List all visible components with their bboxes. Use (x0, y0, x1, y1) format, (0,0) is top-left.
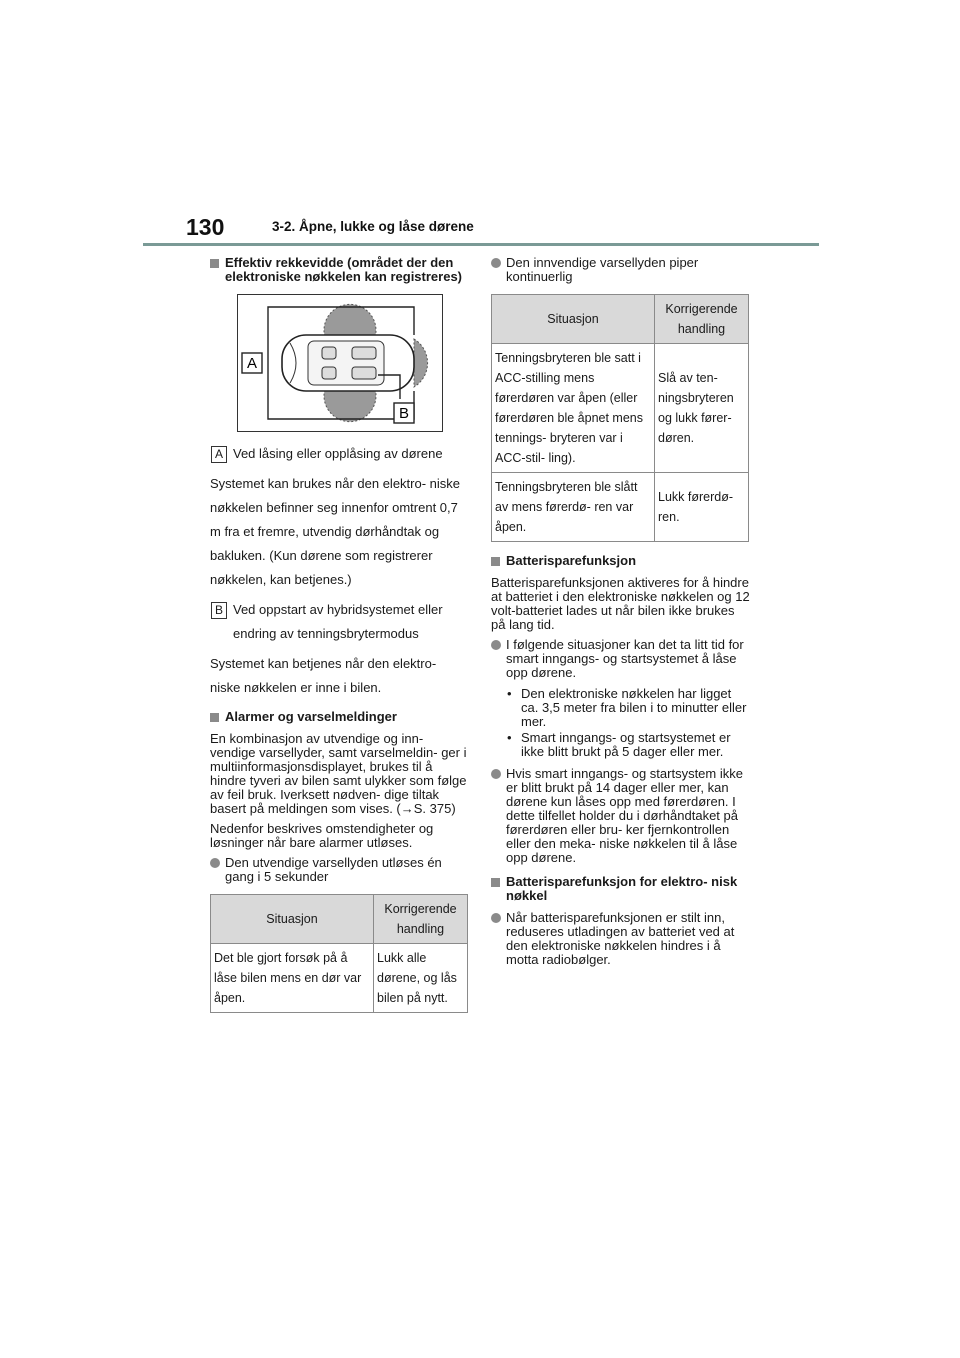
table-row (492, 473, 749, 542)
situation-table-left (210, 894, 468, 1013)
label-b: B (398, 405, 410, 422)
table-row (211, 944, 468, 1013)
label-b-row (210, 598, 468, 646)
label-a-box-inline: A (211, 446, 227, 463)
heading-effective-range: Effektiv rekkevidde (området der den elektroniske nøkkelen kan registreres) (210, 256, 468, 284)
square-bullet-icon (491, 878, 500, 887)
sub-bullet-mark: • (507, 730, 512, 745)
paragraph-inside-car: Systemet kan betjenes når den elektro- niske nøkkelen er inne i bilen. (210, 656, 437, 695)
label-a-row (210, 442, 468, 466)
table-cell-situation: Det ble gjort forsøk på å låse bilen mens en dør var åpen. (211, 944, 374, 1013)
sub-item-unused-days: • Smart inngangs- og startsystemet er ikke blitt brukt på 5 dager eller mer. (507, 730, 731, 759)
paragraph-battery-saver: Batterisparefunksjonen aktiveres for å hindre at batteriet i den elektroniske nøkkelen og 12 volt-batteriet lades ut når bilen ikke brukes på lang tid. (491, 575, 750, 632)
bullet-external-alarm: Den utvendige varsellyden utløses én gang i 5 sekunder (210, 856, 468, 884)
label-b-text: Ved oppstart av hybridsystemet eller endring av tenningsbrytermodus (233, 602, 443, 641)
square-bullet-icon (491, 557, 500, 566)
paragraph-alarms: En kombinasjon av utvendige og inn- vendige varsellyder, samt varselmeldin- ger i multiinformasjonsdisplayet, brukes til å hindre tyveri av bilen samt ulykker som følge av feil bruk. Iverksett nødven- dige tiltak basert på meldingen som vises. (→S. 375) (210, 731, 467, 816)
square-bullet-icon (210, 713, 219, 722)
table-cell-action: Lukk førerdø- ren. (655, 473, 749, 542)
heading-key-battery-saver: Batterisparefunksjon for elektro- nisk nøkkel (491, 875, 751, 903)
circle-bullet-icon (210, 858, 220, 868)
circle-bullet-icon (491, 913, 501, 923)
range-zone-rear (414, 339, 428, 387)
situation-table-right (491, 294, 749, 542)
table-header-action: Korrigerende handling (655, 295, 749, 344)
page-number: 130 (186, 214, 225, 240)
seat-rear-right (352, 367, 376, 379)
section-title: 3-2. Åpne, lukke og låse dørene (272, 219, 474, 234)
header-rule (143, 243, 819, 246)
table-cell-situation: Tenningsbryteren ble satt i ACC-stilling mens førerdøren var åpen (eller førerdøren ble åpnet mens tennings- bryteren var i ACC-stil- ling). (492, 344, 655, 473)
paragraph-circumstances: Nedenfor beskrives omstendigheter og løsninger når bare alarmer utløses. (210, 821, 434, 850)
table-row (492, 344, 749, 473)
right-column (491, 256, 751, 974)
seat-rear-left (352, 347, 376, 359)
label-b-box-inline: B (211, 602, 227, 619)
circle-bullet-icon (491, 640, 501, 650)
square-bullet-icon (210, 259, 219, 268)
table-cell-action: Slå av ten- ningsbryteren og lukk fører- døren. (655, 344, 749, 473)
car-range-illustration (238, 295, 442, 431)
circle-bullet-icon (491, 769, 501, 779)
bullet-delay: I følgende situasjoner kan det ta litt tid for smart inngangs- og startsystemet å låse opp dørene. (491, 638, 751, 680)
bullet-internal-alarm: Den innvendige varsellyden piper kontinuerlig (491, 256, 751, 284)
range-diagram (237, 294, 443, 432)
table-header-action: Korrigerende handling (374, 895, 468, 944)
label-a: A (246, 355, 258, 372)
bullet-radio-waves: Når batterisparefunksjonen er stilt inn, reduseres utladingen av batteriet ved at den elektroniske nøkkelen hindres i å motta radiobølger. (491, 911, 751, 967)
bullet-14-days: Hvis smart inngangs- og startsystem ikke er blitt brukt på 14 dager eller mer, kan dørene kun låses opp med førerdøren. I dette tilfellet holder du i dørhåndtaket på førerdøren eller bru- ker fjernkontrollen eller den meka- niske nøkkelen til å låse opp dørene. (491, 767, 751, 865)
seat-front-left (322, 347, 336, 359)
table-header-situation: Situasjon (492, 295, 655, 344)
heading-battery-saver: Batterisparefunksjon (491, 554, 751, 568)
sub-item-key-distance: • Den elektroniske nøkkelen har ligget ca. 3,5 meter fra bilen i to minutter eller mer. (507, 686, 747, 729)
paragraph-range: Systemet kan brukes når den elektro- niske nøkkelen befinner seg innenfor omtrent 0,7 m fra et fremre, utvendig dørhåndtak og bakluken. (Kun dørene som registrerer nøkkelen, kan betjenes.) (210, 476, 461, 587)
left-column (210, 256, 468, 1025)
table-cell-action: Lukk alle dørene, og lås bilen på nytt. (374, 944, 468, 1013)
table-cell-situation: Tenningsbryteren ble slått av mens førerdø- ren var åpen. (492, 473, 655, 542)
seat-front-right (322, 367, 336, 379)
label-a-text: Ved låsing eller opplåsing av dørene (233, 446, 443, 461)
heading-alarms: Alarmer og varselmeldinger (210, 710, 468, 724)
sub-bullet-mark: • (507, 686, 512, 701)
circle-bullet-icon (491, 258, 501, 268)
table-header-situation: Situasjon (211, 895, 374, 944)
